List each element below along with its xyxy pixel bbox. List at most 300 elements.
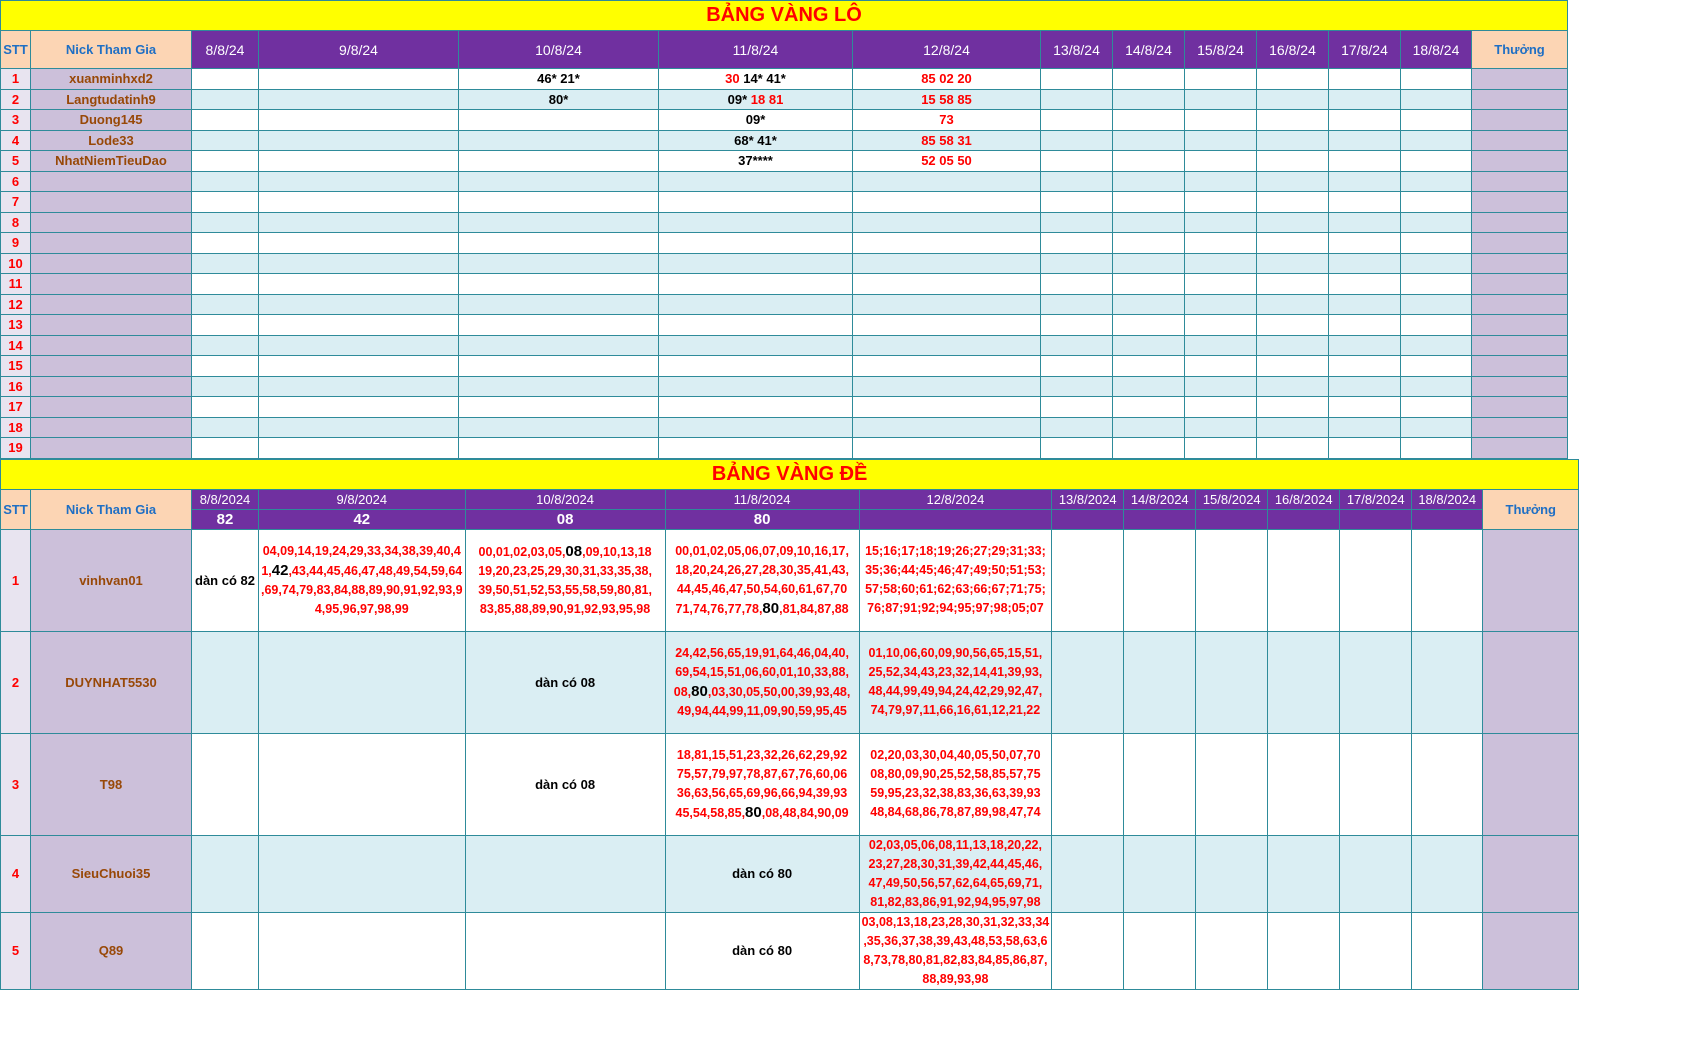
lo-cell[interactable] <box>1329 397 1401 418</box>
lo-cell[interactable] <box>853 294 1041 315</box>
lo-cell[interactable] <box>259 233 459 254</box>
de-cell[interactable] <box>1052 529 1124 631</box>
de-cell[interactable] <box>1124 733 1196 835</box>
lo-cell[interactable] <box>259 130 459 151</box>
de-cell[interactable] <box>1052 631 1124 733</box>
lo-cell[interactable] <box>192 417 259 438</box>
lo-cell[interactable] <box>659 171 853 192</box>
lo-cell[interactable] <box>1113 438 1185 459</box>
lo-cell[interactable] <box>659 233 853 254</box>
lo-cell[interactable] <box>1257 69 1329 90</box>
lo-cell[interactable] <box>1329 130 1401 151</box>
lo-cell[interactable] <box>259 294 459 315</box>
lo-cell[interactable] <box>259 397 459 418</box>
lo-cell[interactable] <box>1041 397 1113 418</box>
de-cell[interactable]: dàn có 08 <box>465 733 665 835</box>
de-cell[interactable] <box>1412 529 1483 631</box>
lo-cell[interactable] <box>1401 110 1472 131</box>
lo-cell[interactable] <box>459 397 659 418</box>
lo-cell[interactable] <box>1329 69 1401 90</box>
lo-cell[interactable] <box>459 171 659 192</box>
lo-cell[interactable] <box>1041 376 1113 397</box>
lo-cell[interactable] <box>259 171 459 192</box>
lo-cell[interactable] <box>1401 69 1472 90</box>
reward-cell[interactable] <box>1472 69 1568 90</box>
de-cell[interactable] <box>192 733 259 835</box>
de-cell[interactable]: dàn có 80 <box>665 835 859 912</box>
row-nick[interactable] <box>31 274 192 295</box>
lo-cell[interactable] <box>1257 89 1329 110</box>
lo-cell[interactable] <box>192 397 259 418</box>
lo-cell[interactable] <box>192 315 259 336</box>
lo-cell[interactable] <box>1401 212 1472 233</box>
de-cell[interactable] <box>1412 912 1483 989</box>
lo-cell[interactable] <box>192 151 259 172</box>
lo-cell[interactable] <box>459 294 659 315</box>
lo-cell[interactable] <box>659 130 853 151</box>
lo-cell[interactable] <box>1185 315 1257 336</box>
lo-cell[interactable] <box>459 274 659 295</box>
de-cell[interactable] <box>1268 529 1340 631</box>
de-cell[interactable] <box>1124 835 1196 912</box>
de-cell[interactable] <box>665 631 859 733</box>
lo-cell[interactable] <box>1401 376 1472 397</box>
row-nick[interactable] <box>31 192 192 213</box>
lo-cell[interactable] <box>659 417 853 438</box>
de-cell[interactable] <box>1052 835 1124 912</box>
lo-cell[interactable] <box>1401 417 1472 438</box>
reward-cell[interactable] <box>1472 397 1568 418</box>
de-cell[interactable] <box>665 733 859 835</box>
lo-cell[interactable] <box>1185 130 1257 151</box>
lo-cell[interactable] <box>853 212 1041 233</box>
lo-cell[interactable]: 15 58 85 <box>853 89 1041 110</box>
de-cell[interactable] <box>1268 912 1340 989</box>
lo-cell[interactable] <box>1185 356 1257 377</box>
lo-cell[interactable] <box>1329 274 1401 295</box>
lo-cell[interactable] <box>1329 192 1401 213</box>
lo-cell[interactable] <box>1041 130 1113 151</box>
lo-cell[interactable]: 73 <box>853 110 1041 131</box>
lo-cell[interactable] <box>853 233 1041 254</box>
reward-cell[interactable] <box>1472 356 1568 377</box>
lo-cell[interactable] <box>853 438 1041 459</box>
lo-cell[interactable] <box>192 335 259 356</box>
lo-cell[interactable] <box>1257 315 1329 336</box>
lo-cell[interactable] <box>1401 438 1472 459</box>
lo-cell[interactable] <box>1185 335 1257 356</box>
lo-cell[interactable] <box>1401 171 1472 192</box>
row-nick[interactable]: Duong145 <box>31 110 192 131</box>
de-cell[interactable]: dàn có 82 <box>192 529 259 631</box>
lo-cell[interactable] <box>659 438 853 459</box>
lo-cell[interactable] <box>1113 110 1185 131</box>
de-cell[interactable] <box>1340 733 1412 835</box>
lo-cell[interactable] <box>1041 274 1113 295</box>
lo-cell[interactable] <box>192 233 259 254</box>
de-cell[interactable] <box>859 835 1052 912</box>
de-cell[interactable] <box>465 835 665 912</box>
lo-cell[interactable] <box>1257 192 1329 213</box>
reward-cell[interactable] <box>1472 110 1568 131</box>
lo-cell[interactable] <box>1185 397 1257 418</box>
reward-cell[interactable] <box>1472 274 1568 295</box>
lo-cell[interactable] <box>259 376 459 397</box>
lo-cell[interactable] <box>659 151 853 172</box>
lo-cell[interactable] <box>1113 253 1185 274</box>
lo-cell[interactable] <box>1329 151 1401 172</box>
de-cell[interactable] <box>1052 912 1124 989</box>
lo-cell[interactable] <box>259 151 459 172</box>
lo-cell[interactable] <box>1113 335 1185 356</box>
lo-cell[interactable] <box>1401 335 1472 356</box>
lo-cell[interactable] <box>1185 417 1257 438</box>
lo-cell[interactable] <box>1401 356 1472 377</box>
row-nick[interactable]: Langtudatinh9 <box>31 89 192 110</box>
lo-cell[interactable] <box>1113 233 1185 254</box>
lo-cell[interactable] <box>1113 274 1185 295</box>
lo-cell[interactable] <box>192 253 259 274</box>
lo-cell[interactable] <box>1185 438 1257 459</box>
lo-cell[interactable] <box>459 233 659 254</box>
lo-cell[interactable] <box>1329 294 1401 315</box>
lo-cell[interactable] <box>1329 376 1401 397</box>
reward-cell[interactable] <box>1472 376 1568 397</box>
lo-cell[interactable] <box>1185 233 1257 254</box>
lo-cell[interactable] <box>1113 294 1185 315</box>
reward-cell[interactable] <box>1483 529 1579 631</box>
lo-cell[interactable] <box>1113 417 1185 438</box>
de-cell[interactable] <box>859 733 1052 835</box>
lo-cell[interactable] <box>659 89 853 110</box>
lo-cell[interactable] <box>853 335 1041 356</box>
lo-cell[interactable] <box>659 376 853 397</box>
lo-cell[interactable] <box>1257 130 1329 151</box>
lo-cell[interactable] <box>1257 417 1329 438</box>
row-nick[interactable] <box>31 335 192 356</box>
lo-cell[interactable] <box>1185 151 1257 172</box>
de-cell[interactable] <box>1268 835 1340 912</box>
lo-cell[interactable] <box>1185 274 1257 295</box>
de-cell[interactable] <box>1340 631 1412 733</box>
de-cell[interactable] <box>1196 529 1268 631</box>
lo-cell[interactable] <box>1041 253 1113 274</box>
de-cell[interactable] <box>1268 733 1340 835</box>
lo-cell[interactable] <box>1329 171 1401 192</box>
lo-cell[interactable] <box>459 438 659 459</box>
de-cell[interactable] <box>1196 631 1268 733</box>
lo-cell[interactable] <box>853 274 1041 295</box>
de-cell[interactable] <box>1052 733 1124 835</box>
lo-cell[interactable] <box>259 253 459 274</box>
lo-cell[interactable] <box>192 356 259 377</box>
lo-cell[interactable] <box>1257 335 1329 356</box>
lo-cell[interactable] <box>1257 110 1329 131</box>
row-nick[interactable]: Lode33 <box>31 130 192 151</box>
de-cell[interactable] <box>665 529 859 631</box>
lo-cell[interactable] <box>192 89 259 110</box>
lo-cell[interactable] <box>259 89 459 110</box>
lo-cell[interactable] <box>1329 89 1401 110</box>
lo-cell[interactable] <box>192 130 259 151</box>
lo-cell[interactable] <box>259 69 459 90</box>
lo-cell[interactable] <box>1041 438 1113 459</box>
de-cell[interactable] <box>465 912 665 989</box>
reward-cell[interactable] <box>1472 89 1568 110</box>
de-cell[interactable] <box>192 631 259 733</box>
lo-cell[interactable] <box>1041 335 1113 356</box>
lo-cell[interactable] <box>1041 192 1113 213</box>
lo-cell[interactable] <box>1329 110 1401 131</box>
lo-cell[interactable] <box>659 253 853 274</box>
lo-cell[interactable] <box>192 69 259 90</box>
lo-cell[interactable] <box>659 110 853 131</box>
lo-cell[interactable] <box>1113 171 1185 192</box>
row-nick[interactable]: T98 <box>31 733 192 835</box>
row-nick[interactable] <box>31 438 192 459</box>
lo-cell[interactable] <box>1257 274 1329 295</box>
lo-cell[interactable] <box>853 376 1041 397</box>
de-cell[interactable]: dàn có 08 <box>465 631 665 733</box>
lo-cell[interactable]: 52 05 50 <box>853 151 1041 172</box>
lo-cell[interactable] <box>1113 151 1185 172</box>
row-nick[interactable] <box>31 171 192 192</box>
lo-cell[interactable] <box>192 171 259 192</box>
lo-cell[interactable] <box>459 315 659 336</box>
lo-cell[interactable] <box>1257 253 1329 274</box>
reward-cell[interactable] <box>1483 631 1579 733</box>
lo-cell[interactable] <box>853 356 1041 377</box>
lo-cell[interactable] <box>1041 110 1113 131</box>
de-cell[interactable] <box>1196 912 1268 989</box>
row-nick[interactable] <box>31 253 192 274</box>
lo-cell[interactable] <box>1185 192 1257 213</box>
lo-cell[interactable] <box>1257 171 1329 192</box>
lo-cell[interactable] <box>1113 376 1185 397</box>
reward-cell[interactable] <box>1472 171 1568 192</box>
lo-cell[interactable] <box>1257 376 1329 397</box>
lo-cell[interactable] <box>1113 212 1185 233</box>
lo-cell[interactable] <box>259 315 459 336</box>
lo-cell[interactable] <box>1257 151 1329 172</box>
lo-cell[interactable] <box>1185 294 1257 315</box>
lo-cell[interactable] <box>1257 356 1329 377</box>
lo-cell[interactable] <box>1185 376 1257 397</box>
lo-cell[interactable] <box>459 130 659 151</box>
lo-cell[interactable] <box>1401 151 1472 172</box>
row-nick[interactable] <box>31 212 192 233</box>
row-nick[interactable] <box>31 417 192 438</box>
reward-cell[interactable] <box>1483 733 1579 835</box>
lo-cell[interactable] <box>1329 417 1401 438</box>
row-nick[interactable]: Q89 <box>31 912 192 989</box>
lo-cell[interactable] <box>1401 130 1472 151</box>
reward-cell[interactable] <box>1472 192 1568 213</box>
lo-cell[interactable] <box>192 376 259 397</box>
lo-cell[interactable] <box>1329 438 1401 459</box>
reward-cell[interactable] <box>1483 835 1579 912</box>
lo-cell[interactable] <box>1041 151 1113 172</box>
row-nick[interactable]: NhatNiemTieuDao <box>31 151 192 172</box>
lo-cell[interactable] <box>659 356 853 377</box>
lo-cell[interactable] <box>1113 69 1185 90</box>
reward-cell[interactable] <box>1483 912 1579 989</box>
lo-cell[interactable] <box>659 315 853 336</box>
lo-cell[interactable]: 46* 21* <box>459 69 659 90</box>
lo-cell[interactable] <box>853 397 1041 418</box>
lo-cell[interactable] <box>459 356 659 377</box>
lo-cell[interactable] <box>1257 438 1329 459</box>
row-nick[interactable] <box>31 233 192 254</box>
de-cell[interactable] <box>259 912 466 989</box>
lo-cell[interactable] <box>853 171 1041 192</box>
lo-cell[interactable] <box>459 212 659 233</box>
lo-cell[interactable]: 85 02 20 <box>853 69 1041 90</box>
row-nick[interactable]: vinhvan01 <box>31 529 192 631</box>
reward-cell[interactable] <box>1472 233 1568 254</box>
lo-cell[interactable] <box>192 438 259 459</box>
lo-cell[interactable] <box>259 192 459 213</box>
de-cell[interactable] <box>1124 631 1196 733</box>
lo-cell[interactable]: 80* <box>459 89 659 110</box>
de-cell[interactable] <box>259 835 466 912</box>
lo-cell[interactable] <box>1401 397 1472 418</box>
lo-cell[interactable] <box>1401 192 1472 213</box>
de-cell[interactable] <box>1196 733 1268 835</box>
de-cell[interactable] <box>1196 835 1268 912</box>
row-nick[interactable]: DUYNHAT5530 <box>31 631 192 733</box>
lo-cell[interactable] <box>1401 89 1472 110</box>
lo-cell[interactable] <box>259 438 459 459</box>
de-cell[interactable] <box>259 529 466 631</box>
lo-cell[interactable] <box>192 294 259 315</box>
lo-cell[interactable] <box>853 253 1041 274</box>
lo-cell[interactable] <box>1257 212 1329 233</box>
row-nick[interactable] <box>31 356 192 377</box>
lo-cell[interactable] <box>459 151 659 172</box>
reward-cell[interactable] <box>1472 335 1568 356</box>
lo-cell[interactable] <box>1113 192 1185 213</box>
lo-cell[interactable] <box>1257 397 1329 418</box>
lo-cell[interactable] <box>1329 253 1401 274</box>
lo-cell[interactable] <box>1401 274 1472 295</box>
lo-cell[interactable] <box>853 192 1041 213</box>
row-nick[interactable] <box>31 376 192 397</box>
lo-cell[interactable] <box>259 417 459 438</box>
lo-cell[interactable] <box>1257 294 1329 315</box>
lo-cell[interactable] <box>192 274 259 295</box>
de-cell[interactable] <box>259 733 466 835</box>
lo-cell[interactable] <box>259 356 459 377</box>
lo-cell[interactable] <box>259 274 459 295</box>
de-cell[interactable] <box>465 529 665 631</box>
lo-cell[interactable] <box>1257 233 1329 254</box>
de-cell[interactable] <box>259 631 466 733</box>
row-nick[interactable] <box>31 397 192 418</box>
reward-cell[interactable] <box>1472 130 1568 151</box>
lo-cell[interactable] <box>192 212 259 233</box>
lo-cell[interactable] <box>1185 110 1257 131</box>
de-cell[interactable] <box>1412 835 1483 912</box>
lo-cell[interactable] <box>1041 417 1113 438</box>
reward-cell[interactable] <box>1472 212 1568 233</box>
lo-cell[interactable] <box>659 69 853 90</box>
row-nick[interactable] <box>31 315 192 336</box>
lo-cell[interactable] <box>1401 233 1472 254</box>
lo-cell[interactable] <box>1329 315 1401 336</box>
lo-cell[interactable] <box>259 335 459 356</box>
lo-cell[interactable] <box>659 192 853 213</box>
de-cell[interactable] <box>1268 631 1340 733</box>
reward-cell[interactable] <box>1472 151 1568 172</box>
lo-cell[interactable] <box>1113 315 1185 336</box>
de-cell[interactable] <box>859 912 1052 989</box>
reward-cell[interactable] <box>1472 417 1568 438</box>
lo-cell[interactable] <box>659 294 853 315</box>
de-cell[interactable] <box>859 631 1052 733</box>
lo-cell[interactable] <box>1185 89 1257 110</box>
de-cell[interactable] <box>1340 529 1412 631</box>
lo-cell[interactable] <box>1041 171 1113 192</box>
lo-cell[interactable] <box>192 110 259 131</box>
lo-cell[interactable] <box>192 192 259 213</box>
lo-cell[interactable] <box>1185 171 1257 192</box>
lo-cell[interactable] <box>1329 212 1401 233</box>
lo-cell[interactable] <box>1401 294 1472 315</box>
reward-cell[interactable] <box>1472 294 1568 315</box>
lo-cell[interactable] <box>659 335 853 356</box>
lo-cell[interactable]: 85 58 31 <box>853 130 1041 151</box>
lo-cell[interactable] <box>1401 253 1472 274</box>
lo-cell[interactable] <box>459 417 659 438</box>
lo-cell[interactable] <box>1185 212 1257 233</box>
de-cell[interactable] <box>1412 733 1483 835</box>
lo-cell[interactable] <box>1113 397 1185 418</box>
lo-cell[interactable] <box>459 335 659 356</box>
lo-cell[interactable] <box>1041 315 1113 336</box>
lo-cell[interactable] <box>459 110 659 131</box>
de-cell[interactable] <box>1124 529 1196 631</box>
de-cell[interactable]: dàn có 80 <box>665 912 859 989</box>
lo-cell[interactable] <box>1041 89 1113 110</box>
lo-cell[interactable] <box>853 417 1041 438</box>
reward-cell[interactable] <box>1472 315 1568 336</box>
reward-cell[interactable] <box>1472 438 1568 459</box>
lo-cell[interactable] <box>1113 130 1185 151</box>
lo-cell[interactable] <box>259 110 459 131</box>
de-cell[interactable] <box>192 835 259 912</box>
lo-cell[interactable] <box>459 376 659 397</box>
lo-cell[interactable] <box>459 192 659 213</box>
lo-cell[interactable] <box>1041 69 1113 90</box>
lo-cell[interactable] <box>1329 233 1401 254</box>
lo-cell[interactable] <box>659 274 853 295</box>
lo-cell[interactable] <box>853 315 1041 336</box>
row-nick[interactable] <box>31 294 192 315</box>
lo-cell[interactable] <box>1041 212 1113 233</box>
de-cell[interactable] <box>192 912 259 989</box>
lo-cell[interactable] <box>1401 315 1472 336</box>
lo-cell[interactable] <box>1329 356 1401 377</box>
lo-cell[interactable] <box>1113 356 1185 377</box>
de-cell[interactable] <box>859 529 1052 631</box>
row-nick[interactable]: xuanminhxd2 <box>31 69 192 90</box>
lo-cell[interactable] <box>1041 356 1113 377</box>
lo-cell[interactable] <box>1041 294 1113 315</box>
lo-cell[interactable] <box>659 212 853 233</box>
lo-cell[interactable] <box>1113 89 1185 110</box>
lo-cell[interactable] <box>1329 335 1401 356</box>
